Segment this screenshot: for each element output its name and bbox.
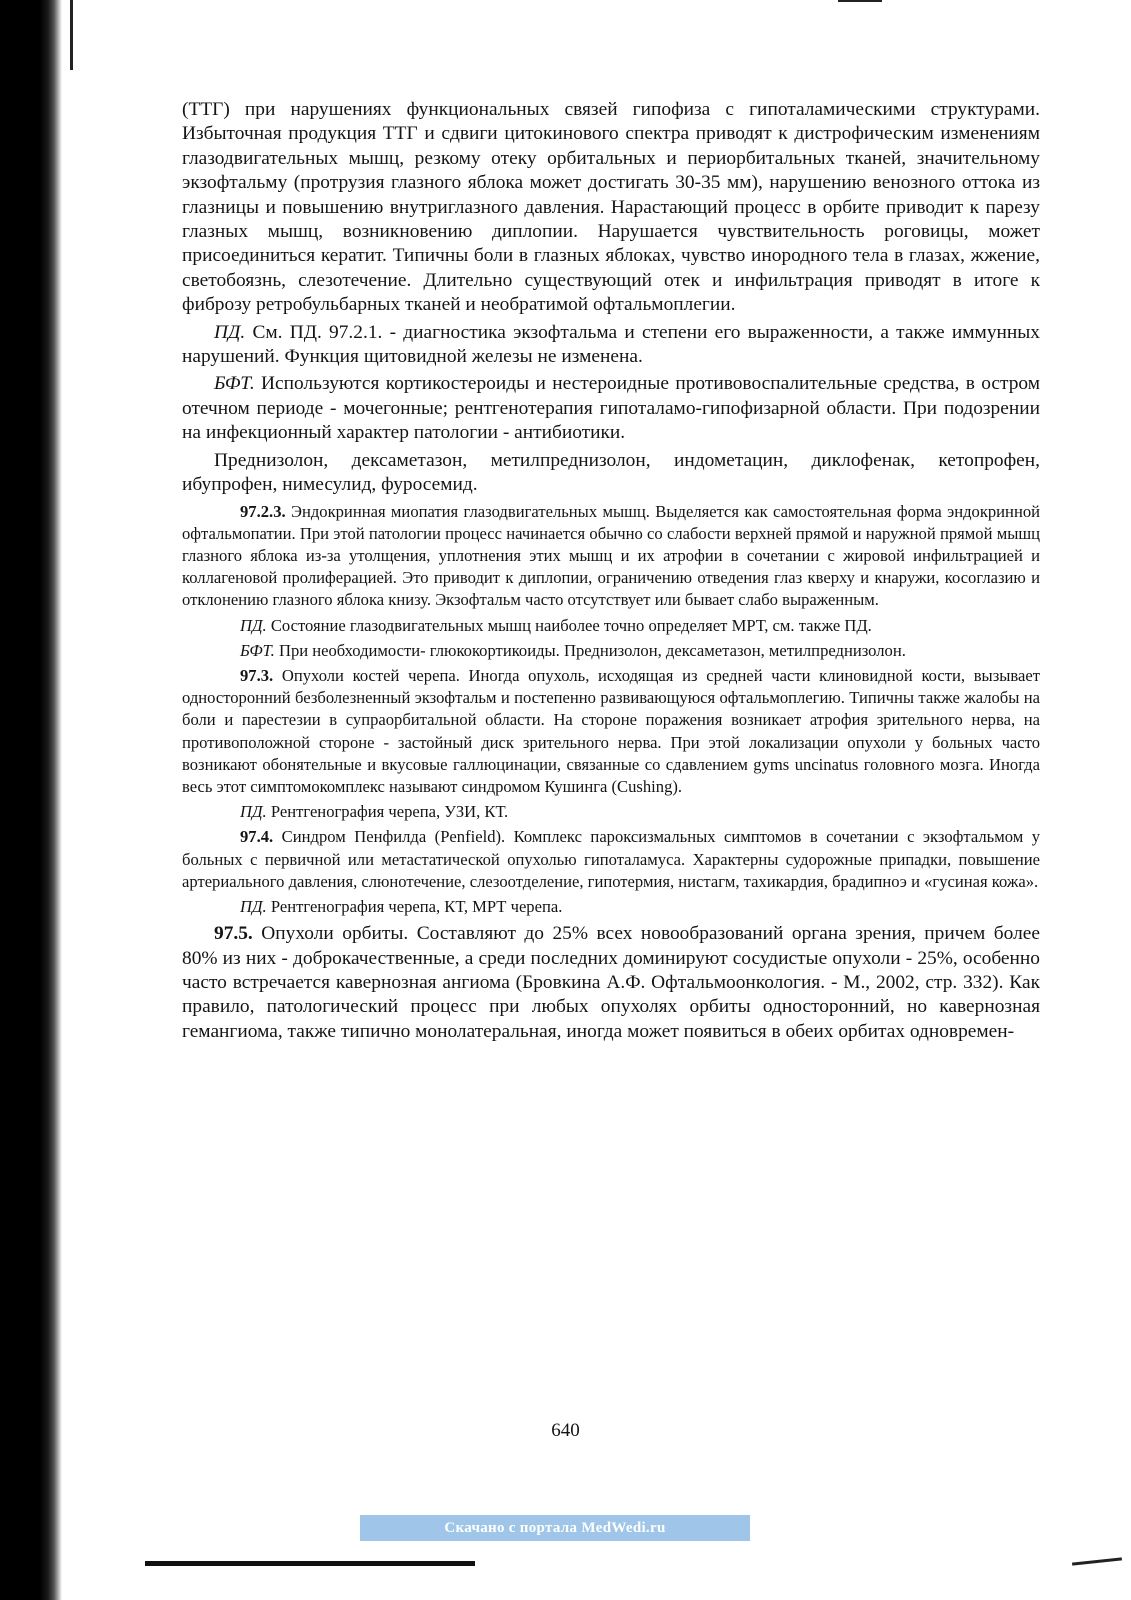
section-number: 97.3. xyxy=(240,665,274,685)
section-number: 97.4. xyxy=(240,827,274,847)
scan-artifact-line xyxy=(70,0,73,70)
page-text xyxy=(182,98,1040,1044)
section-text: Состояние глазодвигательных мышц наиболее точно определяет МРТ, см. также ПД. xyxy=(266,615,872,635)
section-text: Эндокринная миопатия глазодвигательных мышц. Выделяется как самостоятельная форма эндокринной офтальмопатии. При этой патологии процесс начинается обычно со слабости верхней прямой и наружной прямой мышц глазного яблока из-за утолщения, уплотнения этих мышц и их атрофии в сочетании с жировой инфильтрацией и коллагеновой пролиферацией. Это приводит к диплопии, ограничению отведения глаз кверху и кнаружи, косоглазию и отклонению глазного яблока книзу. Экзофтальм часто отсутствует или бывает слабо выраженным. xyxy=(182,501,1040,610)
section-number: 97.2.3. xyxy=(240,501,286,521)
section-97-4-diagnostics xyxy=(182,896,1040,918)
section-97-3-diagnostics xyxy=(182,801,1040,823)
paragraph-diagnostics xyxy=(182,321,1040,370)
label-bft: БФТ. xyxy=(240,640,275,660)
label-bft: БФТ. xyxy=(214,373,255,395)
section-97-2-3-therapy xyxy=(182,640,1040,662)
section-97-2-3 xyxy=(182,501,1040,612)
section-97-2-3-diagnostics xyxy=(182,615,1040,637)
section-97-5 xyxy=(182,922,1040,1044)
paragraph-therapy-text: Используются кортикостероиды и нестероидные противовоспалительные средства, в остром отечном периоде - мочегонные; рентгенотерапия гипоталамо-гипофизарной области. При подозрении на инфекционный характер патологии - антибиотики. xyxy=(182,373,1040,444)
page-number: 640 xyxy=(551,1420,580,1441)
paragraph-drugs: Преднизолон, дексаметазон, метилпреднизолон, индометацин, диклофенак, кетопрофен, ибупрофен, нимесулид, фуросемид. xyxy=(182,449,1040,496)
label-pd: ПД. xyxy=(240,896,267,916)
section-97-4 xyxy=(182,826,1040,893)
label-pd: ПД. xyxy=(240,615,267,635)
scan-artifact-top xyxy=(838,0,882,2)
scan-artifact-bottom-right xyxy=(1072,1557,1122,1565)
section-text: Рентгенография черепа, УЗИ, КТ. xyxy=(266,802,509,822)
section-text: При необходимости- глюкокортикоиды. Преднизолон, дексаметазон, метилпреднизолон. xyxy=(274,640,906,660)
paragraph-diagnostics-text: См. ПД. 97.2.1. - диагностика экзофтальма и степени его выраженности, а также иммунных нарушений. Функция щитовидной железы не изменена. xyxy=(182,321,1040,368)
section-text: Опухоли орбиты. Составляют до 25% всех новообразований органа зрения, причем более 80% из них - доброкачественные, а среди последних доминируют сосудистые опухоли - 25%, особенно часто встречается кавернозная ангиома (Бровкина А.Ф. Офтальмоонкология. - М., 2002, стр. 332). Как правило, патологический процесс при любых опухолях орбиты односторонний, но кавернозная гемангиома, также типично монолатеральная, иногда может появиться в обеих орбитах одновремен- xyxy=(182,923,1040,1042)
section-text: Синдром Пенфилда (Penfield). Комплекс пароксизмальных симптомов в сочетании с экзофтальмом у больных с первичной или метастатической опухолью гипоталамуса. Характерны судорожные припадки, повышение артериального давления, слюнотечение, слезоотделение, гипотермия, нистагм, тахикардия, брадипноэ и «гусиная кожа». xyxy=(182,827,1040,891)
scan-artifact-bottom xyxy=(145,1561,475,1566)
scan-shadow-edge xyxy=(0,0,62,1600)
label-pd: ПД. xyxy=(240,802,267,822)
paragraph-therapy xyxy=(182,372,1040,445)
label-pd: ПД. xyxy=(214,321,246,343)
section-number: 97.5. xyxy=(214,923,253,945)
section-text: Опухоли костей черепа. Иногда опухоль, исходящая из средней части клиновидной кости, вызывает односторонний безболезненный экзофтальм и постепенно развивающуюся офтальмоплегию. Типичны также жалобы на боли и парестезии в супраорбитальной области. На стороне поражения возникает атрофия зрительного нерва, на противоположной стороне - застойный диск зрительного нерва. При этой локализации опухоли у больных часто возникают обонятельные и вкусовые галлюцинации, связанные со сдавлением gyms uncinatus головного мозга. Иногда весь этот симптомокомплекс называют синдромом Кушинга (Cushing). xyxy=(182,665,1040,796)
section-97-3 xyxy=(182,665,1040,798)
download-portal-banner: Скачано с портала MedWedi.ru xyxy=(360,1515,750,1541)
section-text: Рентгенография черепа, КТ, МРТ черепа. xyxy=(266,896,563,916)
paragraph-intro: (ТТГ) при нарушениях функциональных связей гипофиза с гипоталамическими структурами. Избыточная продукция ТТГ и сдвиги цитокинового спектра приводят к дистрофическим изменениям глазодвигательных мышц, резкому отеку орбитальных и периорбитальных тканей, значительному экзофтальму (протрузия глазного яблока может достигать 30-35 мм), нарушению венозного оттока из глазницы и повышению внутриглазного давления. Нарастающий процесс в орбите приводит к парезу глазных мышц, возникновению диплопии. Нарушается чувствительность роговицы, может присоединиться кератит. Типичны боли в глазных яблоках, чувство инородного тела в глазах, жжение, светобоязнь, слезотечение. Длительно существующий отек и инфильтрация приводят в итоге к фиброзу ретробульбарных тканей и необратимой офтальмоплегии. xyxy=(182,99,1040,316)
